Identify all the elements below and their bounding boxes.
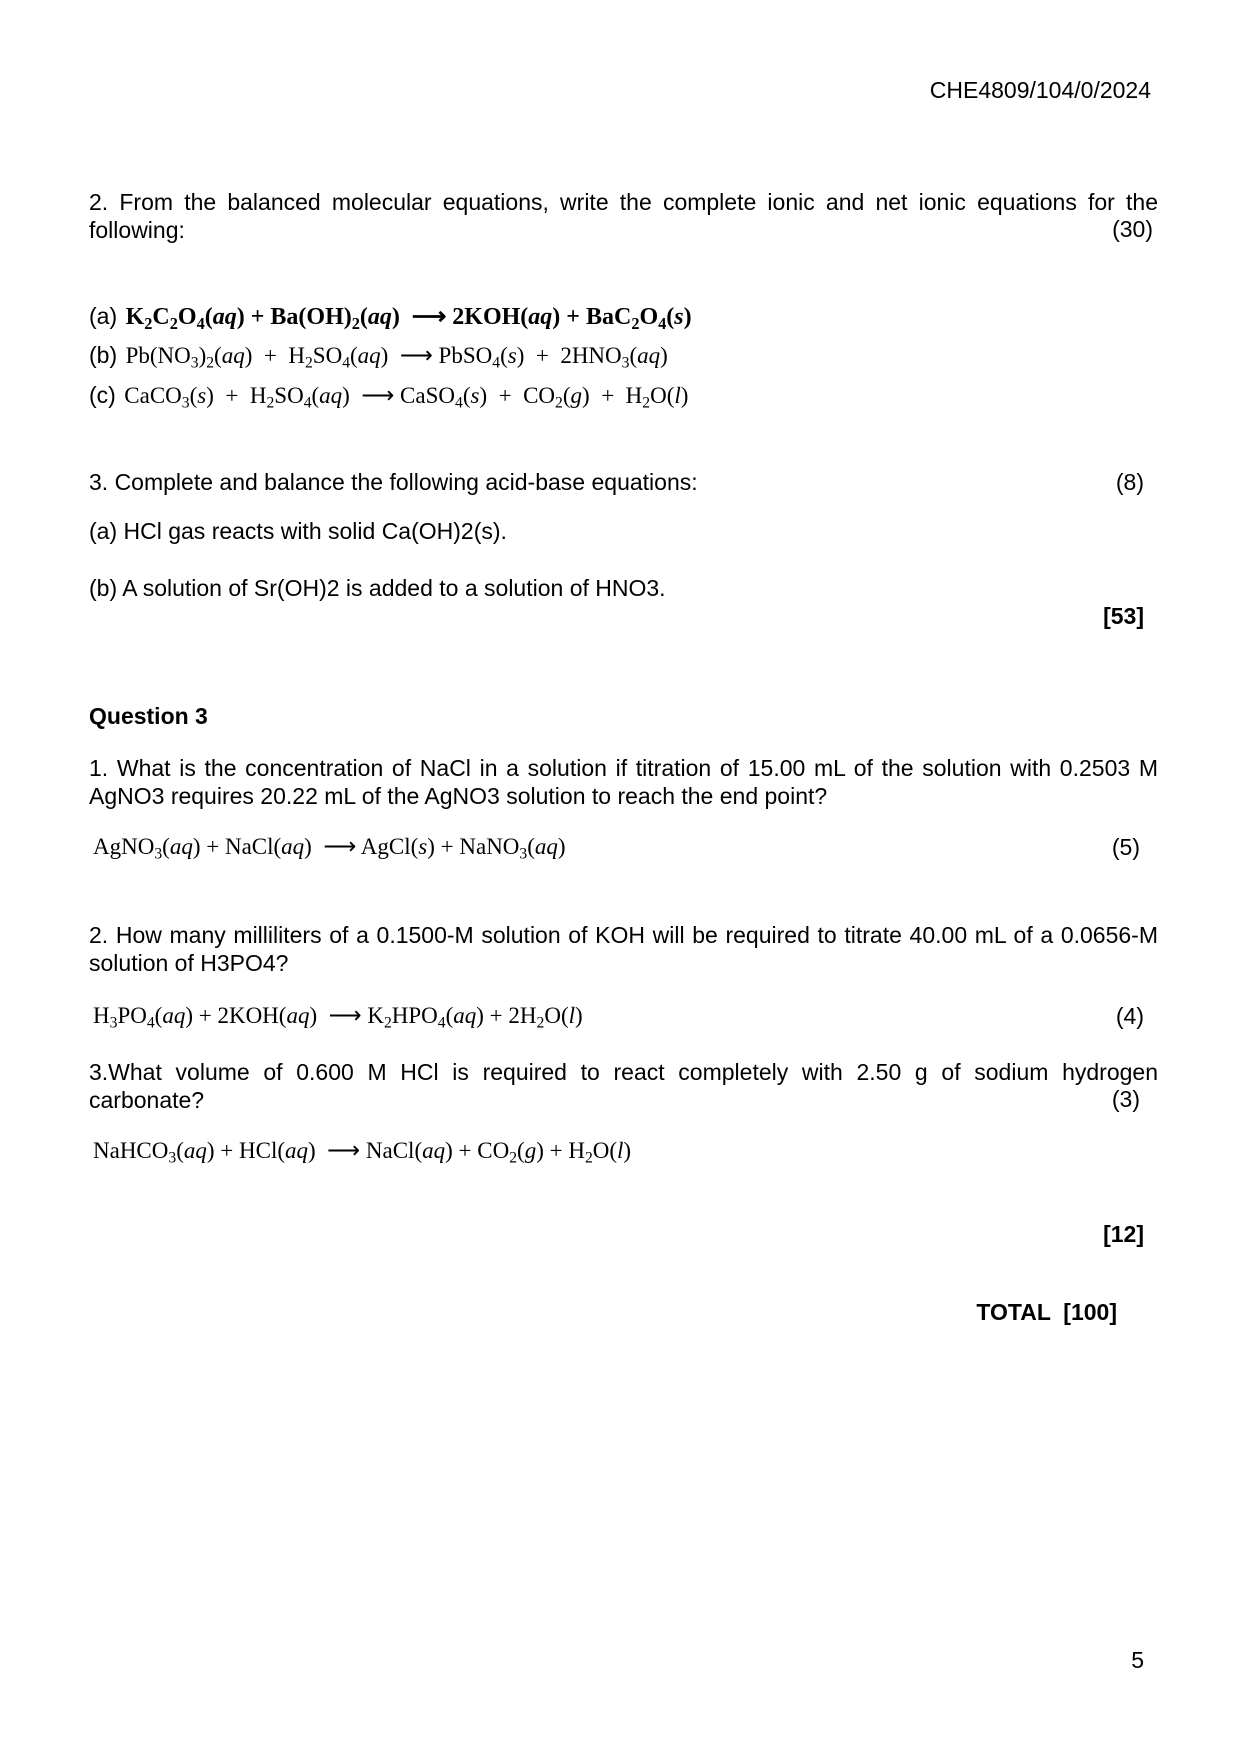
q3-item1-equation: AgNO$_3$(aq) + NaCl(aq) ⟶ AgCl(s) + NaNO$_3$(aq) [93, 834, 566, 863]
equation-c-label: (c) [89, 382, 116, 408]
q3-item1-marks: (5) [1111, 834, 1140, 860]
q2-item3-part-a: (a) HCl gas reacts with solid Ca(OH)2(s). [89, 518, 507, 544]
q2-item2-text: 2. From the balanced molecular equations, write the complete ionic and net ionic equations for the following: [89, 189, 1158, 243]
q2-item3-text: 3. Complete and balance the following acid-base equations: [89, 469, 698, 495]
q3-item2-marks: (4) [1115, 1003, 1144, 1029]
q3-heading: Question 3 [89, 703, 208, 729]
q3-item3-text: 3.What volume of 0.600 M HCl is required to react completely with 2.50 g of sodium hydrogen carbonate? [89, 1059, 1158, 1113]
equation-a [89, 302, 692, 331]
q2-total: [53] [1103, 603, 1144, 629]
q3-item2-text: 2. How many milliliters of a 0.1500-M solution of KOH will be required to titrate 40.00 mL of a 0.0656-M solution of H3PO4? [89, 922, 1158, 976]
equation-a-formula: $K_2C_2O_4(aq) + Ba(OH)_2(aq)$ ⟶ $2KOH(aq) + BaC_2O_4(s)$ [125, 304, 692, 333]
q3-item2-equation: $H_3PO_4(aq) + 2KOH(aq)$ ⟶ $K_2HPO_4(aq) + 2H_2O(l)$ [93, 1003, 583, 1032]
q3-item3-equation: NaHCO$_3$(aq) + HCl(aq) ⟶ NaCl(aq) + $CO_2(g) + H_2O(l)$ [93, 1138, 632, 1167]
equation-c-formula: CaCO$_3$(s) + $H_2SO_4(aq)$ ⟶ CaSO$_4$(s) + $CO_2(g) + H_2O(l)$ [124, 383, 689, 412]
course-code: CHE4809/104/0/2024 [929, 77, 1151, 103]
equation-b-label: (b) [89, 342, 118, 368]
equation-c [89, 382, 689, 412]
equation-b [89, 342, 668, 372]
q2-item3-part-b: (b) A solution of Sr(OH)2 is added to a solution of HNO3. [89, 575, 666, 601]
grand-total: TOTAL [100] [976, 1299, 1117, 1325]
q2-item3-marks: (8) [1115, 469, 1144, 495]
q3-total: [12] [1103, 1221, 1144, 1247]
q3-item3-marks: (3) [1111, 1086, 1140, 1112]
q3-item1-text: 1. What is the concentration of NaCl in a solution if titration of 15.00 mL of the solution with 0.2503 M AgNO3 requires 20.22 mL of the AgNO3 solution to reach the end point? [89, 755, 1158, 809]
page-number: 5 [1131, 1647, 1144, 1673]
equation-a-label: (a) [89, 303, 118, 329]
equation-b-formula: $Pb(NO_3)_2(aq) + H_2SO_4(aq)$ ⟶ PbSO$_4$(s) + $2HNO_3(aq)$ [125, 343, 668, 372]
q2-item2-marks: (30) [1112, 216, 1153, 242]
